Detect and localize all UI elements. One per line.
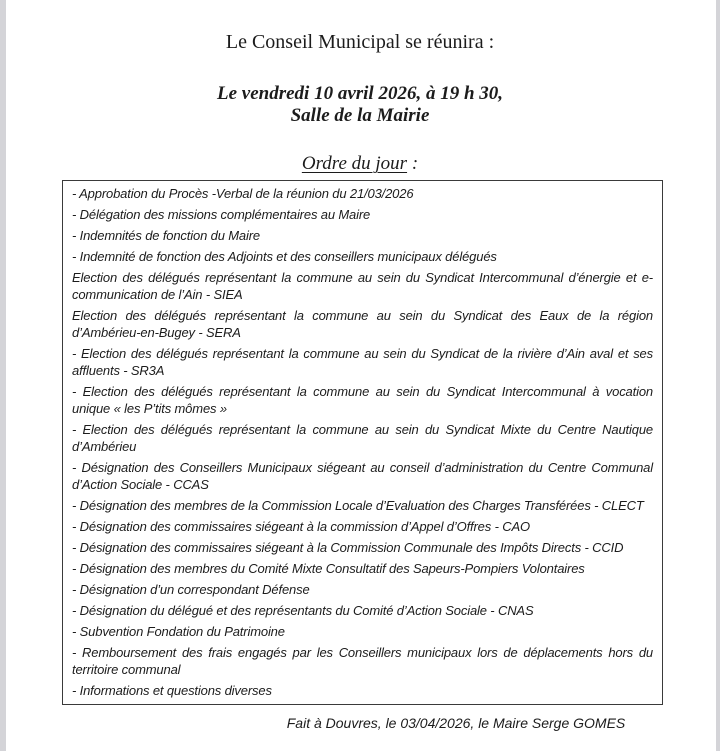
page-title: Le Conseil Municipal se réunira : [225, 31, 495, 53]
agenda-item: - Délégation des missions complémentaires au Maire [72, 207, 371, 222]
meeting-date-line: Le vendredi 10 avril 2026, à 19 h 30, [216, 83, 504, 104]
agenda-heading-label: Ordre du jour [301, 153, 408, 174]
agenda-item: - Election des délégués représentant la commune au sein du Syndicat Intercommunal à vocation unique « les P’tits mômes » [72, 384, 653, 416]
agenda-item: - Désignation des commissaires siégeant à la Commission Communale des Impôts Directs - CCID [72, 540, 624, 555]
agenda-item: - Remboursement des frais engagés par les Conseillers municipaux lors de déplacements hors du territoire communal [72, 645, 653, 677]
agenda-item: - Indemnités de fonction du Maire [72, 228, 260, 243]
agenda-item: - Désignation du délégué et des représentants du Comité d’Action Sociale - CNAS [72, 603, 534, 618]
meeting-datetime-block [0, 83, 720, 127]
agenda-item: - Informations et questions diverses [72, 683, 272, 698]
agenda-heading-colon: : [407, 153, 419, 174]
agenda-item: - Désignation d’un correspondant Défense [72, 582, 310, 597]
agenda-item: - Désignation des Conseillers Municipaux siégeant au conseil d’administration du Centre Communal d’Action Sociale - CCAS [72, 460, 653, 492]
agenda-heading [0, 153, 720, 174]
agenda-item: - Désignation des membres du Comité Mixte Consultatif des Sapeurs-Pompiers Volontaires [72, 561, 585, 576]
agenda-item: - Subvention Fondation du Patrimoine [72, 624, 285, 639]
agenda-item: Election des délégués représentant la commune au sein du Syndicat des Eaux de la région d’Ambérieu-en-Bugey - SERA [72, 308, 653, 340]
meeting-place-line: Salle de la Mairie [290, 105, 430, 126]
agenda-item: - Indemnité de fonction des Adjoints et des conseillers municipaux délégués [72, 249, 497, 264]
agenda-item: - Désignation des membres de la Commission Locale d’Evaluation des Charges Transférées - CLECT [72, 498, 644, 513]
agenda-box [62, 180, 663, 705]
agenda-item: - Approbation du Procès -Verbal de la réunion du 21/03/2026 [72, 186, 414, 201]
signature-line: Fait à Douvres, le 03/04/2026, le Maire Serge GOMES [286, 715, 626, 731]
agenda-item: - Election des délégués représentant la commune au sein du Syndicat Mixte du Centre Nautique d’Ambérieu [72, 422, 653, 454]
agenda-item: Election des délégués représentant la commune au sein du Syndicat Intercommunal d’énergie et e-communication de l’Ain - SIEA [72, 270, 653, 302]
agenda-item: - Désignation des commissaires siégeant à la commission d’Appel d’Offres - CAO [72, 519, 530, 534]
agenda-item: - Election des délégués représentant la commune au sein du Syndicat de la rivière d’Ain aval et ses affluents - SR3A [72, 346, 653, 378]
